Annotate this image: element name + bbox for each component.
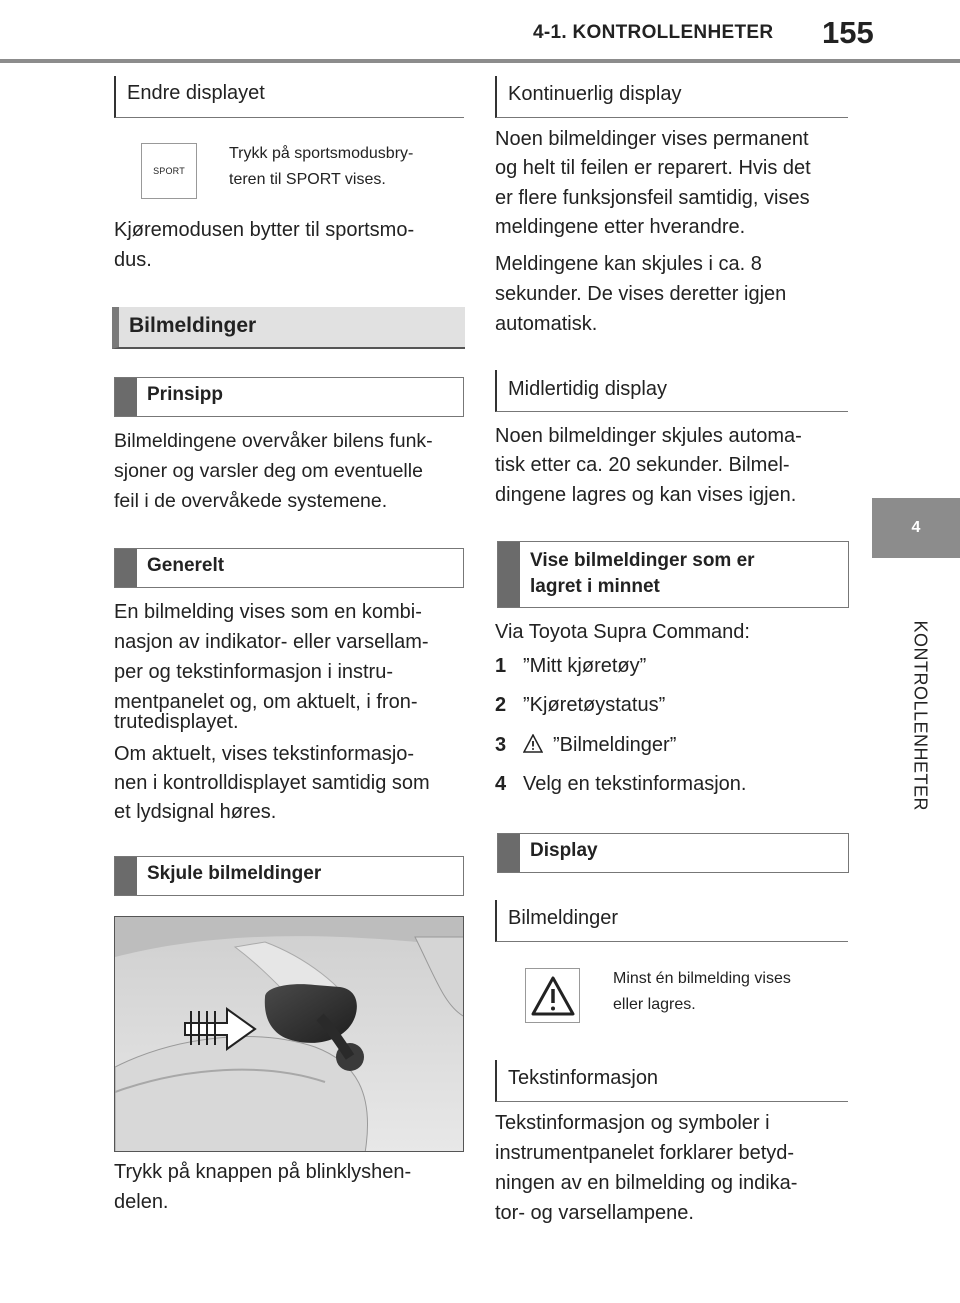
box-heading-generelt: [114, 548, 464, 588]
step-number: 4: [495, 773, 507, 795]
heading-bar: [498, 542, 520, 607]
paragraph-line: meldingene etter hverandre.: [495, 216, 746, 238]
chapter-tab-label: KONTROLLENHETER: [910, 620, 931, 812]
subheading-text: Tekstinformasjon: [508, 1067, 659, 1089]
warning-triangle-icon: [523, 732, 553, 762]
heading-bar: [115, 378, 137, 416]
step-number: 1: [495, 655, 507, 677]
heading-bar: [115, 549, 137, 587]
paragraph-line: Meldingene kan skjules i ca. 8: [495, 253, 762, 275]
paragraph-line: mentpanelet og, om aktuelt, i fron-: [114, 691, 418, 713]
box-heading-text: Generelt: [147, 555, 225, 576]
warning-description-line: eller lagres.: [613, 996, 696, 1013]
subheading-text: Endre displayet: [127, 82, 265, 104]
step-text: ”Bilmeldinger”: [553, 734, 677, 756]
step-1: [495, 651, 646, 681]
step-text: Velg en tekstinformasjon.: [523, 773, 747, 795]
box-heading-vise-bilmeldinger: [497, 541, 849, 608]
paragraph-line: er flere funksjonsfeil samtidig, vises: [495, 187, 810, 209]
paragraph-line: Via Toyota Supra Command:: [495, 621, 750, 643]
turn-signal-stalk-illustration: [114, 916, 464, 1152]
step-4: [495, 769, 746, 799]
paragraph-line: Bilmeldingene overvåker bilens funk-: [114, 430, 433, 452]
sport-button-icon: [141, 143, 197, 199]
box-heading-text: Display: [530, 840, 598, 861]
paragraph-line: et lydsignal høres.: [114, 801, 277, 823]
paragraph-line: dus.: [114, 249, 152, 271]
heading-bar: [115, 857, 137, 895]
section-heading-bilmeldinger: [112, 307, 465, 349]
paragraph-line: instrumentpanelet forklarer betyd-: [495, 1142, 795, 1164]
sport-instruction-line: Trykk på sportsmodusbry-: [229, 145, 414, 162]
paragraph-line: dingene lagres og kan vises igjen.: [495, 484, 797, 506]
paragraph-line: nen i kontrolldisplayet samtidig som: [114, 772, 430, 794]
paragraph-line: sekunder. De vises deretter igjen: [495, 283, 787, 305]
box-heading-skjule: [114, 856, 464, 896]
subheading-endre-displayet: [114, 76, 464, 118]
section-heading-text: Bilmeldinger: [129, 314, 257, 337]
step-text: ”Kjøretøystatus”: [523, 694, 666, 716]
subheading-tekstinformasjon: [495, 1060, 848, 1102]
warning-light-icon: [525, 968, 580, 1023]
paragraph-line: tor- og varsellampene.: [495, 1202, 694, 1224]
box-heading-prinsipp: [114, 377, 464, 417]
subheading-text: Kontinuerlig display: [508, 83, 682, 105]
section-title: 4-1. KONTROLLENHETER: [533, 22, 774, 43]
chapter-tab-number: 4: [872, 498, 960, 558]
paragraph-line: Noen bilmeldinger vises permanent: [495, 128, 809, 150]
paragraph-line: nasjon av indikator- eller varsellam-: [114, 631, 429, 653]
subheading-midlertidig-display: [495, 370, 848, 412]
step-2: [495, 690, 665, 720]
box-heading-line: Vise bilmeldinger som er: [530, 550, 755, 571]
paragraph-line: Trykk på knappen på blinklyshen-: [114, 1161, 412, 1183]
sport-instruction-line: teren til SPORT vises.: [229, 171, 386, 188]
paragraph-line: ningen av en bilmelding og indika-: [495, 1172, 798, 1194]
box-heading-text: [520, 542, 765, 607]
paragraph-line: tisk etter ca. 20 sekunder. Bilmel-: [495, 454, 790, 476]
paragraph-line: delen.: [114, 1191, 169, 1213]
paragraph-line: Kjøremodusen bytter til sportsmo-: [114, 219, 415, 241]
paragraph-line: feil i de overvåkede systemene.: [114, 490, 388, 512]
box-heading-text: Skjule bilmeldinger: [147, 863, 322, 884]
subheading-text: Midlertidig display: [508, 378, 667, 400]
box-heading-line: lagret i minnet: [530, 576, 660, 597]
paragraph-line: automatisk.: [495, 313, 598, 335]
paragraph-line: sjoner og varsler deg om eventuelle: [114, 460, 423, 482]
step-number: 3: [495, 734, 507, 756]
page-number: 155: [822, 15, 874, 50]
heading-bar: [498, 834, 520, 872]
paragraph-line: og helt til feilen er reparert. Hvis det: [495, 157, 811, 179]
sport-button-label: SPORT: [153, 166, 185, 176]
subheading-text: Bilmeldinger: [508, 907, 619, 929]
paragraph-line: trutedisplayet.: [114, 711, 239, 733]
box-heading-text: Prinsipp: [147, 384, 224, 405]
subheading-kontinuerlig-display: [495, 76, 848, 118]
subheading-bilmeldinger: [495, 900, 848, 942]
paragraph-line: En bilmelding vises som en kombi-: [114, 601, 422, 623]
paragraph-line: Tekstinformasjon og symboler i: [495, 1112, 770, 1134]
paragraph-line: Noen bilmeldinger skjules automa-: [495, 425, 802, 447]
box-heading-display: [497, 833, 849, 873]
header-rule: [0, 59, 960, 63]
step-text: ”Mitt kjøretøy”: [523, 655, 647, 677]
warning-description-line: Minst én bilmelding vises: [613, 970, 791, 987]
paragraph-line: Om aktuelt, vises tekstinformasjo-: [114, 743, 415, 765]
step-number: 2: [495, 694, 507, 716]
step-3: [495, 730, 676, 762]
paragraph-line: per og tekstinformasjon i instru-: [114, 661, 394, 683]
